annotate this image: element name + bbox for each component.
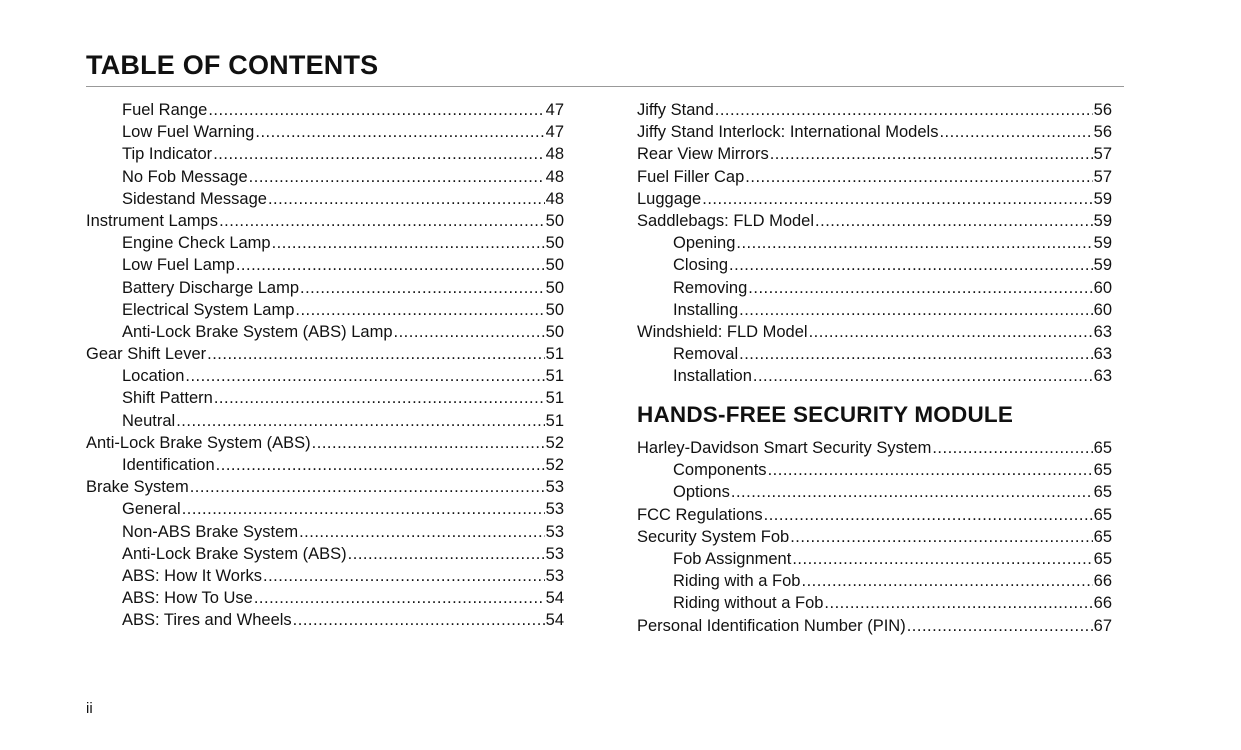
toc-entry[interactable] <box>637 365 1112 387</box>
toc-entry-label: Jiffy Stand Interlock: International Models <box>637 123 939 142</box>
toc-left-column <box>86 99 564 632</box>
toc-entry-page: 50 <box>545 300 564 319</box>
toc-entry-page: 50 <box>545 211 564 230</box>
toc-entry-page: 60 <box>1093 278 1112 297</box>
toc-entry[interactable] <box>86 121 564 143</box>
toc-entry[interactable] <box>637 143 1112 165</box>
dot-leader <box>770 143 1093 165</box>
toc-entry-page: 53 <box>545 500 564 519</box>
toc-entry-page: 54 <box>545 611 564 630</box>
toc-entry-page: 53 <box>545 566 564 585</box>
dot-leader <box>216 454 545 476</box>
toc-entry-label: Battery Discharge Lamp <box>122 278 299 297</box>
toc-entry[interactable] <box>86 543 564 565</box>
toc-entry-label: Identification <box>122 456 215 474</box>
toc-entry-page: 51 <box>545 367 564 386</box>
toc-entry-page: 65 <box>1093 439 1112 457</box>
toc-entry-page: 48 <box>545 167 564 186</box>
toc-entry-page: 59 <box>1093 211 1112 230</box>
toc-entry[interactable] <box>86 299 564 321</box>
toc-entry-label: Electrical System Lamp <box>122 300 295 319</box>
toc-entry-label: Low Fuel Warning <box>122 123 255 142</box>
toc-entry-page: 53 <box>545 544 564 563</box>
toc-entry-page: 66 <box>1093 572 1112 591</box>
toc-entry[interactable] <box>86 343 564 365</box>
dot-leader <box>293 609 545 631</box>
toc-entry-page: 63 <box>1093 367 1112 386</box>
dot-leader <box>255 121 544 143</box>
toc-entry-page: 57 <box>1093 167 1112 186</box>
toc-entry-page: 48 <box>545 189 564 208</box>
toc-entry[interactable] <box>86 565 564 587</box>
toc-entry[interactable] <box>86 143 564 165</box>
dot-leader <box>907 615 1093 637</box>
toc-entry[interactable] <box>86 166 564 188</box>
toc-entry-page: 50 <box>545 278 564 297</box>
dot-leader <box>299 521 545 543</box>
toc-entry[interactable] <box>637 592 1112 614</box>
dot-leader <box>213 143 544 165</box>
toc-entry-label: Anti-Lock Brake System (ABS) Lamp <box>122 322 393 341</box>
dot-leader <box>745 166 1092 188</box>
toc-entry-page: 56 <box>1093 101 1112 119</box>
toc-entry-page: 65 <box>1093 483 1112 502</box>
dot-leader <box>214 387 545 409</box>
toc-entry[interactable] <box>637 437 1112 459</box>
dot-leader <box>208 99 544 121</box>
toc-entry[interactable] <box>637 210 1112 232</box>
toc-entry[interactable] <box>637 548 1112 570</box>
toc-entry[interactable] <box>86 432 564 454</box>
toc-entry-label: Low Fuel Lamp <box>122 256 235 275</box>
toc-entry-page: 53 <box>545 478 564 497</box>
toc-entry-page: 63 <box>1093 345 1112 364</box>
toc-entry[interactable] <box>86 609 564 631</box>
toc-entry[interactable] <box>86 410 564 432</box>
toc-entry-page: 47 <box>545 123 564 142</box>
toc-entry-label: Personal Identification Number (PIN) <box>637 616 906 635</box>
toc-entry-label: Closing <box>673 256 729 275</box>
toc-entry-label: ABS: Tires and Wheels <box>122 611 292 630</box>
toc-entry[interactable] <box>637 166 1112 188</box>
dot-leader <box>753 365 1093 387</box>
toc-entry[interactable] <box>86 277 564 299</box>
dot-leader <box>254 587 545 609</box>
toc-entry-page: 66 <box>1093 594 1112 613</box>
toc-entry-page: 53 <box>545 522 564 541</box>
toc-entry[interactable] <box>637 299 1112 321</box>
toc-entry[interactable] <box>86 321 564 343</box>
toc-entry-label: Removal <box>673 345 739 364</box>
dot-leader <box>300 277 545 299</box>
toc-entry-label: Instrument Lamps <box>86 211 219 230</box>
dot-leader <box>715 99 1093 121</box>
toc-entry-label: Tip Indicator <box>122 145 213 164</box>
dot-leader <box>736 232 1092 254</box>
toc-entry-label: Gear Shift Lever <box>86 345 207 364</box>
toc-entry-page: 67 <box>1093 616 1112 635</box>
dot-leader <box>809 321 1093 343</box>
toc-entry-label: ABS: How It Works <box>122 566 262 585</box>
dot-leader <box>207 343 545 365</box>
dot-leader <box>190 476 545 498</box>
toc-entry-label: Fuel Filler Cap <box>637 167 745 186</box>
toc-entry-label: Fuel Range <box>122 101 208 119</box>
toc-entry-label: No Fob Message <box>122 167 248 186</box>
toc-entry-label: Security System Fob <box>637 527 790 546</box>
toc-entry-page: 59 <box>1093 234 1112 253</box>
toc-entry-page: 54 <box>545 589 564 608</box>
toc-entry-label: Installing <box>673 300 739 319</box>
toc-entry-label: ABS: How To Use <box>122 589 253 608</box>
dot-leader <box>295 299 544 321</box>
toc-entry[interactable] <box>637 121 1112 143</box>
toc-entry[interactable] <box>637 526 1112 548</box>
toc-entry-page: 65 <box>1093 527 1112 546</box>
dot-leader <box>768 459 1093 481</box>
toc-entry-label: Installation <box>673 367 752 386</box>
dot-leader <box>185 365 544 387</box>
dot-leader <box>801 570 1092 592</box>
toc-entry-page: 47 <box>545 101 564 119</box>
dot-leader <box>249 166 545 188</box>
dot-leader <box>702 188 1092 210</box>
toc-entry[interactable] <box>637 343 1112 365</box>
toc-entry-page: 51 <box>545 345 564 364</box>
dot-leader <box>348 543 545 565</box>
title-divider <box>86 86 1124 87</box>
toc-entry-label: Non-ABS Brake System <box>122 522 299 541</box>
toc-entry-page: 50 <box>545 322 564 341</box>
toc-entry-label: Anti-Lock Brake System (ABS) <box>86 433 311 452</box>
toc-entry-page: 51 <box>545 411 564 430</box>
toc-entry-page: 52 <box>545 433 564 452</box>
toc-entry-label: Engine Check Lamp <box>122 234 271 253</box>
toc-entry[interactable] <box>86 254 564 276</box>
toc-entry-page: 65 <box>1093 505 1112 524</box>
toc-entry[interactable] <box>86 498 564 520</box>
dot-leader <box>182 498 545 520</box>
toc-entry-label: Components <box>673 461 767 480</box>
toc-entry[interactable] <box>637 570 1112 592</box>
dot-leader <box>236 254 545 276</box>
toc-entry[interactable] <box>637 459 1112 481</box>
toc-entry-label: Riding without a Fob <box>673 594 824 613</box>
toc-entry[interactable] <box>637 232 1112 254</box>
toc-entry[interactable] <box>86 387 564 409</box>
toc-entry-page: 48 <box>545 145 564 164</box>
toc-entry[interactable] <box>637 321 1112 343</box>
toc-entry-label: Rear View Mirrors <box>637 145 769 164</box>
toc-entry-page: 59 <box>1093 189 1112 208</box>
dot-leader <box>748 277 1092 299</box>
dot-leader <box>739 299 1093 321</box>
toc-entry-label: Harley-Davidson Smart Security System <box>637 439 932 457</box>
dot-leader <box>790 526 1092 548</box>
toc-entry-page: 65 <box>1093 549 1112 568</box>
toc-entry[interactable] <box>637 188 1112 210</box>
page-number: ii <box>86 700 93 717</box>
toc-entry-label: Fob Assignment <box>673 549 792 568</box>
toc-entry[interactable] <box>86 587 564 609</box>
toc-entry[interactable] <box>637 481 1112 503</box>
toc-entry[interactable] <box>637 99 1112 121</box>
dot-leader <box>731 481 1093 503</box>
toc-entry[interactable] <box>86 232 564 254</box>
toc-entry[interactable] <box>86 454 564 476</box>
toc-entry-label: Riding with a Fob <box>673 572 801 591</box>
toc-entry-page: 59 <box>1093 256 1112 275</box>
toc-entry-label: Luggage <box>637 189 702 208</box>
toc-entry-page: 56 <box>1093 123 1112 142</box>
toc-entry-label: Options <box>673 483 730 502</box>
toc-security-section <box>637 437 1112 637</box>
toc-entry[interactable] <box>86 521 564 543</box>
toc-entry-page: 50 <box>545 234 564 253</box>
toc-entry-label: Windshield: FLD Model <box>637 322 808 341</box>
toc-entry-label: Sidestand Message <box>122 189 267 208</box>
dot-leader <box>739 343 1093 365</box>
dot-leader <box>729 254 1093 276</box>
toc-entry[interactable] <box>86 476 564 498</box>
toc-entry-page: 65 <box>1093 461 1112 480</box>
toc-entry-label: Brake System <box>86 478 189 497</box>
toc-entry-label: Removing <box>673 278 748 297</box>
dot-leader <box>792 548 1092 570</box>
toc-entry-label: Shift Pattern <box>122 389 213 408</box>
toc-right-column <box>637 99 1112 387</box>
dot-leader <box>394 321 545 343</box>
toc-entry[interactable] <box>637 277 1112 299</box>
toc-entry[interactable] <box>86 210 564 232</box>
toc-entry[interactable] <box>637 504 1112 526</box>
toc-entry[interactable] <box>86 99 564 121</box>
dot-leader <box>272 232 545 254</box>
dot-leader <box>764 504 1093 526</box>
dot-leader <box>939 121 1092 143</box>
dot-leader <box>268 188 545 210</box>
toc-entry-label: Anti-Lock Brake System (ABS) <box>122 544 347 563</box>
toc-entry-label: Jiffy Stand <box>637 101 714 119</box>
dot-leader <box>312 432 545 454</box>
toc-entry[interactable] <box>637 615 1112 637</box>
toc-entry-page: 60 <box>1093 300 1112 319</box>
toc-entry-page: 51 <box>545 389 564 408</box>
toc-entry-page: 50 <box>545 256 564 275</box>
dot-leader <box>219 210 545 232</box>
toc-entry-label: FCC Regulations <box>637 505 763 524</box>
dot-leader <box>824 592 1092 614</box>
toc-entry-page: 63 <box>1093 322 1112 341</box>
toc-entry[interactable] <box>637 254 1112 276</box>
toc-entry-label: Neutral <box>122 411 176 430</box>
toc-entry-page: 52 <box>545 456 564 474</box>
toc-entry-label: General <box>122 500 181 519</box>
dot-leader <box>815 210 1093 232</box>
dot-leader <box>932 437 1092 459</box>
toc-entry[interactable] <box>86 365 564 387</box>
toc-entry-label: Location <box>122 367 185 386</box>
dot-leader <box>263 565 545 587</box>
toc-entry-page: 57 <box>1093 145 1112 164</box>
section-heading: HANDS-FREE SECURITY MODULE <box>637 402 1014 427</box>
page-title: TABLE OF CONTENTS <box>86 50 379 80</box>
toc-entry[interactable] <box>86 188 564 210</box>
toc-entry-label: Saddlebags: FLD Model <box>637 211 815 230</box>
toc-entry-label: Opening <box>673 234 736 253</box>
dot-leader <box>176 410 544 432</box>
